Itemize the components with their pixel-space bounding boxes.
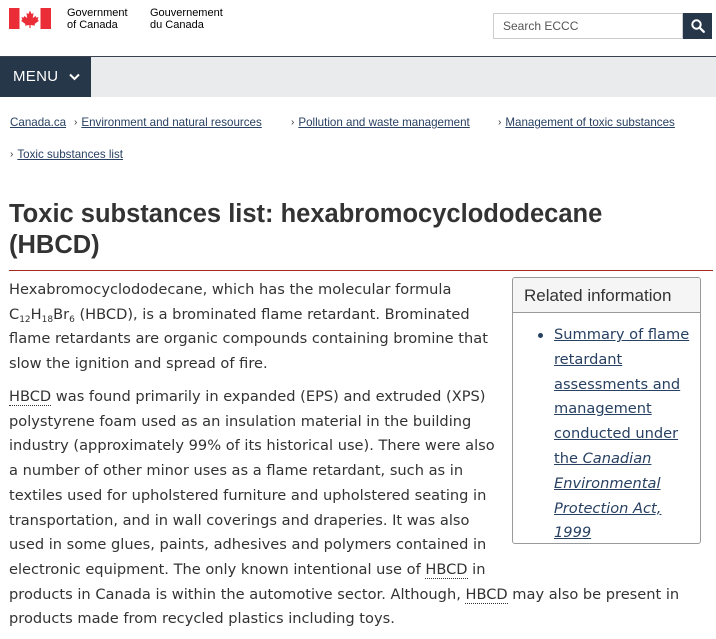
formula-c: C (9, 305, 20, 323)
intro-line2 (9, 303, 488, 328)
chevron-right-icon: › (10, 149, 14, 160)
page-title-line1: Toxic substances list: hexabromocyclododecane (9, 200, 603, 228)
formula-br-sub: 6 (69, 314, 75, 325)
hbcd-abbr[interactable]: HBCD (465, 585, 508, 603)
page-title-line2: (HBCD) (9, 231, 100, 259)
signature-english (67, 7, 128, 31)
formula-br: Br (53, 305, 70, 323)
page-title (9, 199, 709, 261)
intro-paragraph (9, 278, 488, 377)
hbcd-abbr[interactable]: HBCD (425, 560, 468, 578)
related-information-panel (512, 277, 701, 544)
uses-line8-a: electronic equipment. The only known intentional use of (9, 560, 426, 578)
uses-line8-b: in (467, 560, 486, 578)
breadcrumb-link-management[interactable]: Management of toxic substances (505, 116, 675, 129)
signature-fr-line1: Gouvernement (150, 7, 223, 19)
related-link-line1: Summary of flame (554, 326, 690, 343)
breadcrumb-item-3 (291, 116, 470, 129)
breadcrumb-item-4 (498, 116, 675, 129)
uses-line2: polystyrene foam used as an insulation material in the building (9, 412, 472, 430)
signature-en-line2: of Canada (67, 19, 118, 31)
uses-line9-a: products in Canada is within the automotive sector. Although, (9, 585, 466, 603)
intro-line2-rest: (HBCD), is a brominated flame retardant. Brominated (74, 305, 470, 323)
uses-line7: used in some glues, paints, adhesives and polymers contained in (9, 536, 487, 554)
intro-line4: slow the ignition and spread of fire. (9, 355, 268, 373)
search-input[interactable]: Search ECCC (493, 13, 683, 39)
related-link-line4: management (554, 400, 652, 418)
related-link-italic3: Protection Act, 1999 (554, 499, 662, 542)
search-icon (691, 19, 705, 33)
signature-french (150, 7, 223, 31)
related-link-italic1: Canadian (582, 449, 652, 467)
uses-line9-b: may also be present in (507, 585, 680, 603)
uses-line3: industry (approximately 99% of its historical use). There were also (9, 437, 495, 455)
uses-line1-rest: was found primarily in expanded (EPS) and extruded (XPS) (51, 388, 486, 405)
site-header (0, 0, 716, 57)
formula-h-sub: 18 (41, 314, 54, 325)
chevron-down-icon (69, 73, 80, 81)
related-link-flame-retardant-summary[interactable] (554, 323, 694, 544)
related-link-line5: conducted under (554, 425, 679, 443)
intro-line3: flame retardants are organic compounds containing bromine that (9, 330, 488, 348)
menu-button[interactable] (0, 57, 91, 97)
search-button[interactable] (683, 13, 712, 39)
breadcrumb-link-canada[interactable]: Canada.ca (10, 116, 67, 129)
uses-line4: a number of other minor uses as a flame retardant, such as in (9, 462, 464, 480)
intro-line1: Hexabromocyclododecane, which has the molecular formula (9, 281, 452, 298)
canada-flag-icon[interactable] (9, 8, 51, 29)
list-bullet-icon (538, 333, 543, 338)
related-link-line6: the (554, 449, 583, 467)
uses-line10: products made from recycled plastics including toys. (9, 610, 395, 628)
menu-label: MENU (13, 68, 59, 85)
breadcrumb-item-1 (10, 116, 66, 129)
chevron-right-icon: › (74, 117, 78, 128)
uses-line5: textiles used for upholstered furniture and upholstered seating in (9, 486, 487, 504)
related-link-line3: assessments and (554, 375, 681, 393)
signature-en-line1: Government (67, 7, 128, 19)
breadcrumb-link-environment[interactable]: Environment and natural resources (81, 116, 262, 129)
menu-bar (0, 57, 716, 97)
breadcrumb-link-toxic-list[interactable]: Toxic substances list (17, 148, 124, 161)
related-link-italic2: Environmental (554, 474, 661, 492)
signature-fr-line2: du Canada (150, 19, 204, 31)
uses-line8 (9, 558, 679, 583)
uses-line6: transportation, and in wall coverings and draperies. It was also (9, 511, 470, 529)
title-divider (9, 270, 713, 271)
formula-c-sub: 12 (19, 314, 31, 325)
related-information-heading: Related information (513, 278, 700, 313)
breadcrumb-item-2 (74, 116, 262, 129)
related-link-line2: retardant (554, 350, 623, 368)
formula-h: H (30, 305, 42, 323)
chevron-right-icon: › (498, 117, 502, 128)
chevron-right-icon: › (291, 117, 295, 128)
hbcd-abbr[interactable]: HBCD (9, 388, 52, 405)
breadcrumb-link-pollution[interactable]: Pollution and waste management (298, 116, 470, 129)
uses-line9 (9, 583, 679, 608)
breadcrumb-item-5 (10, 148, 123, 161)
